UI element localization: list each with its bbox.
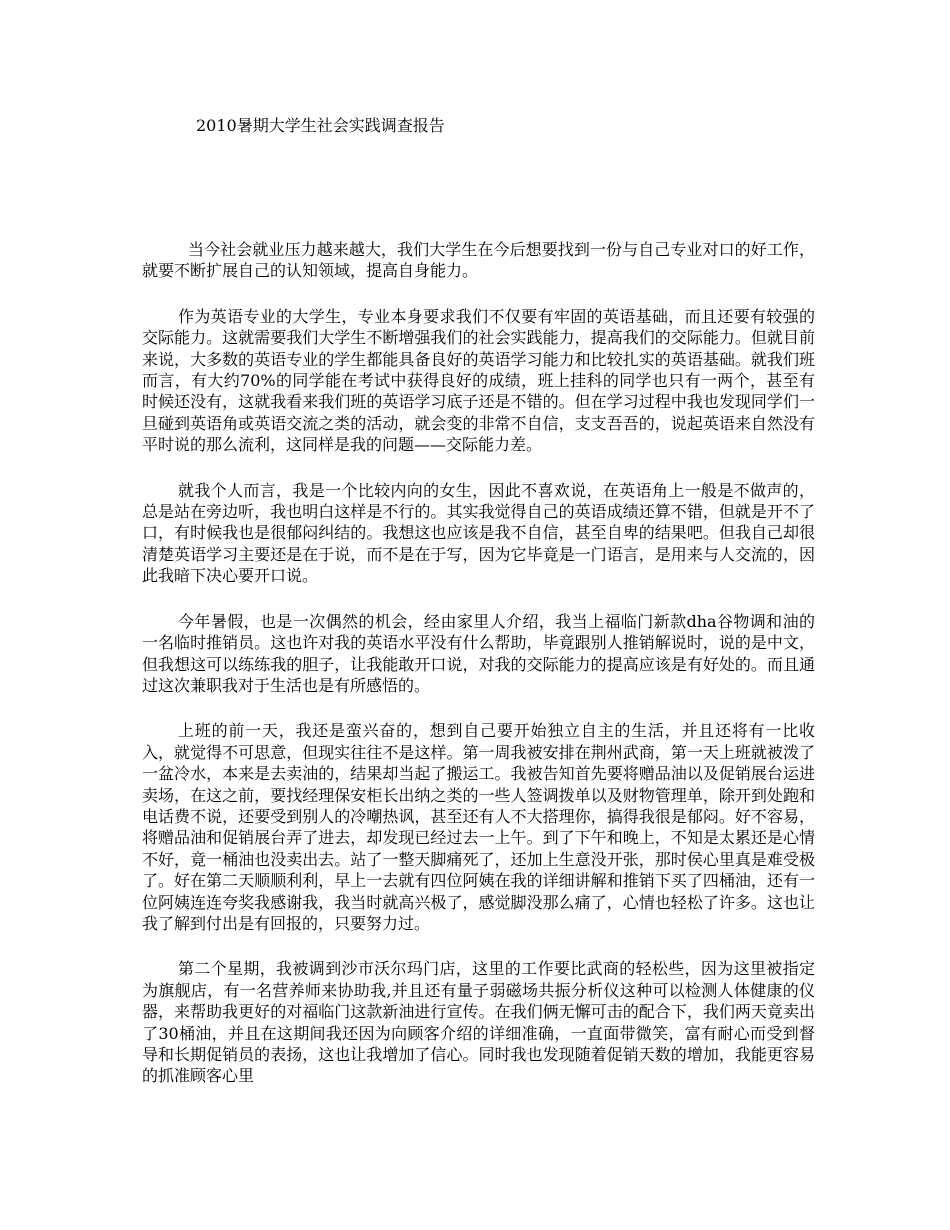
paragraph-summer-job: 今年暑假，也是一次偶然的机会，经由家里人介绍，我当上福临门新款dha谷物调和油的一名临时推销员。这也许对我的英语水平没有什么帮助，毕竟跟别人推销解说时，说的是中文，但我想这可以练练我的胆子，让我能敢开口说，对我的交际能力的提高应该是有好处的。而且通过这次兼职我对于生活也是有所感悟的。 [142, 611, 815, 695]
paragraph-english-major: 作为英语专业的大学生，专业本身要求我们不仅要有牢固的英语基础，而且还要有较强的交际能力。这就需要我们大学生不断增强我们的社会实践能力，提高我们的交际能力。但就目前来说，大多数的英语专业的学生都能具备良好的英语学习能力和比较扎实的英语基础。就我们班而言，有大约70%的同学能在考试中获得良好的成绩，班上挂科的同学也只有一两个，甚至有时候还没有，这就我看来我们班的英语学习底子还是不错的。但在学习过程中我也发现同学们一旦碰到英语角或英语交流之类的活动，就会变的非常不自信，支支吾吾的，说起英语来自然没有平时说的那么流利，这同样是我的问题——交际能力差。 [142, 306, 815, 455]
document-title: 2010暑期大学生社会实践调查报告 [196, 116, 445, 135]
paragraph-second-week: 第二个星期，我被调到沙市沃尔玛门店，这里的工作要比武商的轻松些，因为这里被指定为旗舰店，有一名营养师来协助我,并且还有量子弱磁场共振分析仪这种可以检测人体健康的仪器，来帮助我更好的对福临门这款新油进行宣传。在我们俩无懈可击的配合下，我们两天竟卖出了30桶油，并且在这期间我还因为向顾客介绍的详细准确，一直面带微笑，富有耐心而受到督导和长期促销员的表扬，这也让我增加了信心。同时我也发现随着促销天数的增加，我能更容易的抓准顾客心里 [142, 959, 815, 1086]
document-body [142, 239, 815, 1111]
paragraph-personal: 就我个人而言，我是一个比较内向的女生，因此不喜欢说，在英语角上一般是不做声的，总是站在旁边听，我也明白这样是不行的。其实我觉得自己的英语成绩还算不错，但就是开不了口，有时候我也是很郁闷纠结的。我想这也应该是我不自信，甚至自卑的结果吧。但我自己却很清楚英语学习主要还是在于说，而不是在于写，因为它毕竟是一门语言，是用来与人交流的，因此我暗下决心要开口说。 [142, 480, 815, 586]
paragraph-first-week: 上班的前一天，我还是蛮兴奋的，想到自己要开始独立自主的生活，并且还将有一比收入，就觉得不可思意，但现实往往不是这样。第一周我被安排在荆州武商，第一天上班就被泼了一盆冷水，本来是去卖油的，结果却当起了搬运工。我被告知首先要将赠品油以及促销展台运进卖场，在这之前，要找经理保安柜长出纳之类的一些人签调拨单以及财物管理单，除开到处跑和电话费不说，还要受到别人的冷嘲热讽，甚至还有人不大搭理你，搞得我很是郁闷。好不容易，将赠品油和促销展台弄了进去，却发现已经过去一上午。到了下午和晚上，不知是太累还是心情不好，竟一桶油也没卖出去。站了一整天脚痛死了，还加上生意没开张，那时侯心里真是难受极了。好在第二天顺顺利利，早上一去就有四位阿姨在我的详细讲解和推销下买了四桶油，还有一位阿姨连连夸奖我感谢我，我当时就高兴极了，感觉脚没那么痛了，心情也轻松了许多。这也让我了解到付出是有回报的，只要努力过。 [142, 721, 815, 933]
paragraph-intro: 当今社会就业压力越来越大，我们大学生在今后想要找到一份与自己专业对口的好工作，就要不断扩展自己的认知领域，提高自身能力。 [142, 240, 815, 281]
